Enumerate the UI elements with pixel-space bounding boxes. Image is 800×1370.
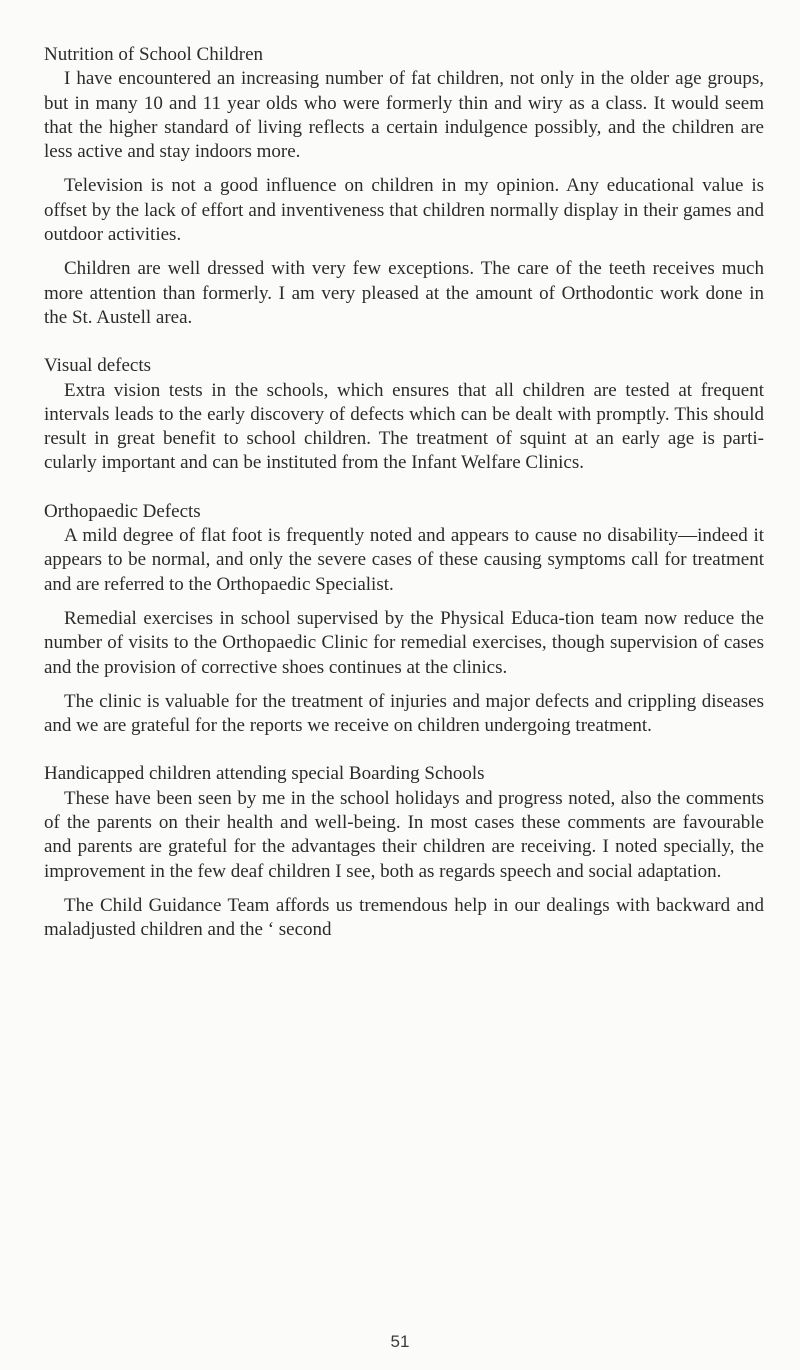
paragraph: Remedial exercises in school supervised by the Physical Educa-tion team now reduce the number of visits to the Orthopaedic Clinic for remedial exercises, though supervision of cases and the provision of corrective shoes continues at the clinics. xyxy=(44,607,764,678)
section-orthopaedic-defects xyxy=(44,500,764,739)
section-heading: Nutrition of School Children xyxy=(44,44,264,65)
paragraph: The clinic is valuable for the treatment of injuries and major defects and crippling diseases and we are grateful for the reports we receive on children undergoing treatment. xyxy=(44,690,764,737)
paragraph: Children are well dressed with very few exceptions. The care of the teeth receives much more attention than formerly. I am very pleased at the amount of Orthodontic work done in the St. Austell area. xyxy=(44,258,764,328)
page-number: 51 xyxy=(390,1332,410,1351)
paragraph: Extra vision tests in the schools, which ensures that all children are tested at frequent intervals leads to the early discovery of defects which can be dealt with promptly. This should result in great benefit to school children. The treatment of squint at an early age is parti-cularly important and can be instituted from the Infant Welfare Clinics. xyxy=(44,379,764,474)
document-page xyxy=(44,43,764,943)
section-heading: Visual defects xyxy=(44,355,152,377)
section-handicapped-children xyxy=(44,762,764,942)
paragraph: A mild degree of flat foot is frequently noted and appears to cause no disability—indeed it appears to be normal, and only the severe cases of these causing symptoms call for treatment and are referred to the Orthopaedic Specialist. xyxy=(44,525,764,595)
section-visual-defects xyxy=(44,354,764,475)
paragraph: The Child Guidance Team affords us tremendous help in our dealings with backward and maladjusted children and the ‘ second xyxy=(44,894,764,941)
paragraph: Television is not a good influence on children in my opinion. Any educational value is offset by the lack of effort and inventiveness that children normally display in their games and outdoor activities. xyxy=(44,175,764,246)
paragraph: I have encountered an increasing number of fat children, not only in the older age groups, but in many 10 and 11 year olds who were formerly thin and wiry as a class. It would seem that the higher standard of living reflects a certain indulgence possibly, and the children are less active and stay indoors more. xyxy=(44,68,764,163)
section-nutrition xyxy=(44,43,764,330)
section-heading: Handicapped children attending special Boarding Schools xyxy=(44,763,485,785)
section-heading: Orthopaedic Defects xyxy=(44,500,201,522)
paragraph: These have been seen by me in the school holidays and progress noted, also the comments of the parents on their health and well-being. In most cases these comments are favourable and parents are grateful for the advantages their children are receiving. I noted specially, the improvement in the few deaf children I see, both as regards speech and social adaptation. xyxy=(44,787,764,882)
